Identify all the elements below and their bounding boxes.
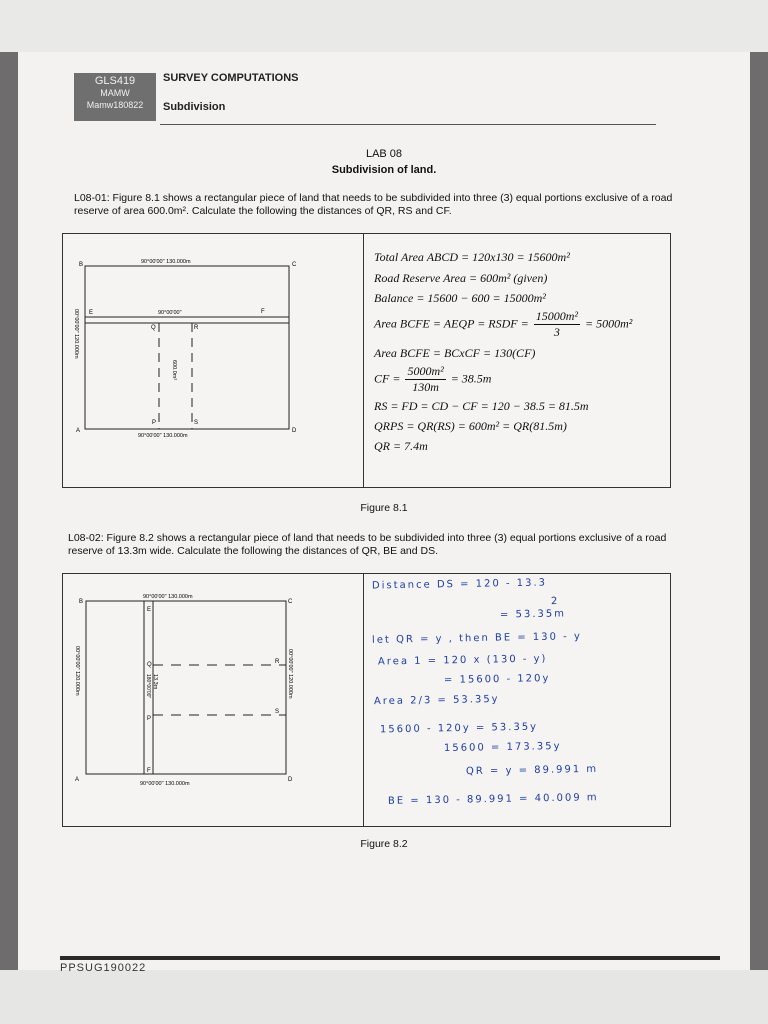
solution-line-1: Total Area ABCD = 120x130 = 15600m² <box>374 250 570 264</box>
top-bearing-label: 90°00'00" 130.000m <box>141 259 191 265</box>
course-logo <box>74 73 156 121</box>
point-q-label: Q <box>151 325 156 331</box>
solution-line-6-post: = 38.5m <box>450 371 492 386</box>
figure-8-1-diagram-box <box>62 233 364 488</box>
solution-line-4-fraction <box>534 309 580 340</box>
solution-line-4 <box>374 309 632 340</box>
handwritten-line-3: let QR = y , then BE = 130 - y <box>371 631 582 646</box>
background-bottom <box>0 970 768 1024</box>
handwritten-line-1: Distance DS = 120 - 13.3 <box>371 577 548 592</box>
point-e-label: E <box>147 607 152 613</box>
top-bearing-label: 90°00'00" 130.000m <box>143 594 193 600</box>
handwritten-line-4: Area 1 = 120 x (130 - y) <box>377 653 548 668</box>
solution-line-6-denominator: 130m <box>412 380 439 394</box>
figure-8-2-diagram-box <box>62 573 364 827</box>
handwritten-line-10: BE = 130 - 89.991 = 40.009 m <box>387 792 599 807</box>
footer-cut-text: PPSUG190022 <box>60 962 147 974</box>
lab-number: LAB 08 <box>365 148 403 160</box>
solution-line-6 <box>374 364 491 395</box>
solution-line-9: QR = 7.4m <box>374 439 428 453</box>
solution-line-4-numerator: 15000m² <box>535 309 578 323</box>
header-title: SURVEY COMPUTATIONS <box>163 72 299 84</box>
handwritten-line-6: Area 2/3 = 53.35y <box>373 693 500 708</box>
right-bearing-label: 00°00'00" 120.000m <box>287 649 293 699</box>
lab-title: Subdivision of land. <box>331 164 437 176</box>
solution-line-6-pre: CF = <box>374 371 401 386</box>
corner-b-label: B <box>79 262 84 268</box>
road-bearing-label: 90°00'00" <box>158 310 182 316</box>
point-s-label: S <box>194 420 199 426</box>
point-r-label: R <box>275 659 280 665</box>
point-f-label: F <box>147 768 151 774</box>
solution-line-5: Area BCFE = BCxCF = 130(CF) <box>374 346 536 360</box>
handwritten-line-5: = 15600 - 120y <box>443 673 551 686</box>
bottom-bearing-label: 90°00'00" 130.000m <box>138 433 188 439</box>
question-1-text: L08-01: Figure 8.1 shows a rectangular piece of land that needs to be subdivided into three (3) equal portions exclusive of a road reserve of area 600.0m². Calculate the following the distances of QR, RS and CF. <box>74 192 673 217</box>
corner-c-label: C <box>292 262 297 268</box>
left-bearing-label: 00°00'00" 120.000m <box>74 646 80 696</box>
corner-b-label: B <box>79 599 84 605</box>
background-top <box>0 0 768 52</box>
corner-d-label: D <box>288 777 293 783</box>
logo-line-2: MAMW <box>100 88 130 98</box>
solution-line-4-post: = 5000m² <box>584 316 633 331</box>
point-q-label: Q <box>147 662 152 668</box>
left-bearing-label: 00°00'00" 120.000m <box>73 309 79 359</box>
corner-c-label: C <box>288 599 293 605</box>
corner-e-label: E <box>89 310 94 316</box>
handwritten-line-8: 15600 = 173.35y <box>443 740 562 755</box>
header-divider <box>160 124 656 125</box>
road-bearing-label: 180°00'00" <box>145 674 151 699</box>
point-p-label: P <box>147 716 152 722</box>
bottom-bearing-label: 90°00'00" 130.000m <box>140 781 190 787</box>
solution-line-2: Road Reserve Area = 600m² (given) <box>374 271 548 285</box>
point-r-label: R <box>194 325 199 331</box>
point-s-label: S <box>275 709 280 715</box>
footer-divider <box>60 956 720 960</box>
solution-line-8: QRPS = QR(RS) = 600m² = QR(81.5m) <box>374 419 567 433</box>
solution-line-4-pre: Area BCFE = AEQP = RSDF = <box>374 316 529 331</box>
corner-a-label: A <box>76 428 81 434</box>
corner-f-label: F <box>261 309 265 315</box>
figure-8-2-caption: Figure 8.2 <box>360 838 408 850</box>
solution-line-7: RS = FD = CD − CF = 120 − 38.5 = 81.5m <box>374 399 589 413</box>
handwritten-line-9: QR = y = 89.991 m <box>465 763 599 778</box>
header-subtitle: Subdivision <box>163 101 226 113</box>
point-p-label: P <box>152 420 157 426</box>
handwritten-line-2: = 53.35m <box>499 608 567 621</box>
figure-8-1-caption: Figure 8.1 <box>360 502 408 514</box>
logo-line-3: Mamw180822 <box>86 100 144 110</box>
corner-d-label: D <box>292 428 297 434</box>
handwritten-line-7: 15600 - 120y = 53.35y <box>379 721 539 736</box>
handwritten-line-1-denominator: 2 <box>550 595 560 608</box>
solution-line-4-denominator: 3 <box>553 325 560 339</box>
road-area-label: 600.0m² <box>171 360 177 381</box>
solution-line-3: Balance = 15600 − 600 = 15000m² <box>374 291 546 305</box>
figure-8-1-diagram <box>63 234 363 487</box>
corner-a-label: A <box>75 777 80 783</box>
solution-line-6-numerator: 5000m² <box>407 364 444 378</box>
question-2-text: L08-02: Figure 8.2 shows a rectangular piece of land that needs to be subdivided into three (3) equal portions exclusive of a road reserve of 13.3m wide. Calculate the following the distances of QR, BE and DS. <box>68 532 667 557</box>
solution-line-6-fraction <box>405 364 445 395</box>
figure-8-2-diagram <box>63 574 363 826</box>
road-width-label: 13.3m <box>152 674 158 690</box>
logo-line-1: GLS419 <box>94 75 136 87</box>
